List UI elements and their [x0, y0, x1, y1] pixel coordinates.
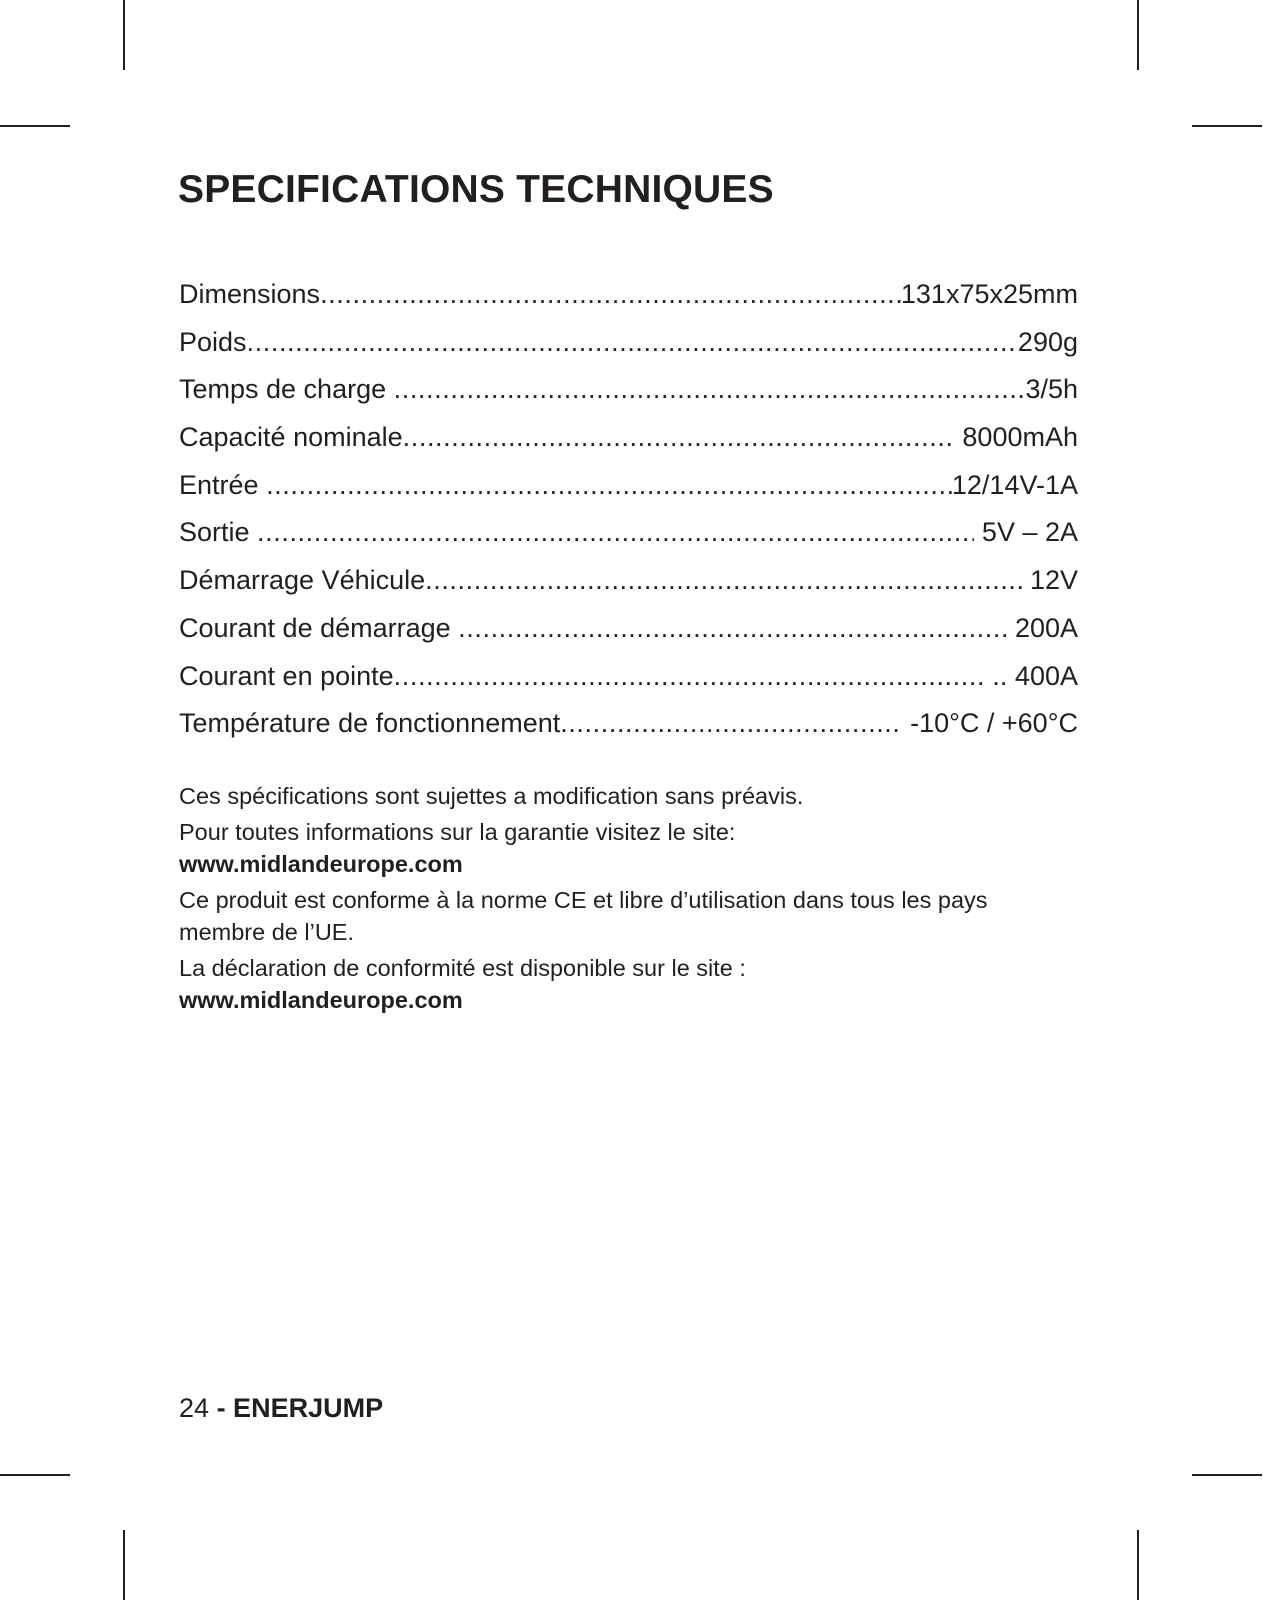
spec-label: Capacité nominale: [179, 422, 403, 453]
declaration-text: La déclaration de conformité est disponible sur le site :: [179, 955, 746, 981]
crop-mark: [1137, 0, 1139, 70]
notes-section: [179, 780, 1079, 1020]
spec-label: Sortie: [179, 517, 258, 548]
spec-label: Entrée: [179, 469, 267, 500]
warranty-text: Pour toutes informations sur la garantie visitez le site:: [179, 819, 736, 845]
spec-row: [179, 509, 1078, 557]
spec-value: .. 400A: [984, 660, 1078, 691]
spec-label: Courant de démarrage: [179, 612, 459, 643]
spec-label: Démarrage Véhicule: [179, 565, 426, 596]
declaration-url[interactable]: www.midlandeurope.com: [179, 987, 463, 1013]
dot-leader: [247, 319, 1018, 367]
dot-leader: [425, 557, 1022, 605]
modification-notice: Ces spécifications sont sujettes a modification sans préavis.: [179, 783, 804, 809]
spec-row: [179, 414, 1078, 462]
dot-leader: [394, 653, 985, 701]
declaration-notice: [179, 952, 1079, 1016]
dot-leader: [257, 509, 974, 557]
spec-row: [179, 462, 1078, 510]
warranty-url[interactable]: www.midlandeurope.com: [179, 851, 463, 877]
crop-mark: [1192, 1474, 1262, 1476]
spec-row: [179, 605, 1078, 653]
spec-value: 5V – 2A: [974, 517, 1078, 548]
spec-row: [179, 700, 1078, 748]
dot-leader: [458, 605, 1007, 653]
spec-label: Courant en pointe: [179, 660, 394, 691]
spec-row: [179, 271, 1078, 319]
spec-value: -10°C / +60°C: [902, 708, 1078, 739]
spec-list: [179, 271, 1078, 748]
spec-value: 290g: [1017, 326, 1078, 357]
ce-notice: Ce produit est conforme à la norme CE et libre d’utilisation dans tous les pays membre de l’UE.: [179, 887, 988, 945]
dot-leader: [320, 271, 901, 319]
spec-value: 200A: [1007, 612, 1078, 643]
spec-label: Dimensions: [179, 279, 321, 309]
crop-mark: [123, 1530, 125, 1600]
spec-row: [179, 557, 1078, 605]
dot-leader: [403, 414, 955, 462]
crop-mark: [0, 1474, 70, 1476]
crop-mark: [1192, 125, 1262, 127]
page-title: SPECIFICATIONS TECHNIQUES: [178, 168, 774, 211]
spec-value: 8000mAh: [954, 422, 1078, 453]
crop-mark: [0, 125, 70, 127]
dot-leader: [266, 462, 952, 510]
spec-value: 12/14V-1A: [951, 469, 1078, 500]
dot-leader: [560, 700, 902, 748]
spec-value: 3/5h: [1025, 374, 1078, 405]
crop-mark: [123, 0, 125, 70]
spec-label: Poids: [179, 326, 247, 357]
dot-leader: [394, 366, 1026, 414]
spec-value: 131x75x25mm: [900, 279, 1078, 309]
warranty-notice: [179, 816, 1079, 880]
page-number: 24: [179, 1393, 210, 1423]
spec-label: Temps de charge: [179, 374, 394, 405]
crop-mark: [1137, 1530, 1139, 1600]
spec-row: [179, 366, 1078, 414]
spec-row: [179, 653, 1078, 701]
page-footer: [179, 1393, 383, 1424]
product-name: - ENERJUMP: [216, 1393, 384, 1423]
spec-value: 12V: [1022, 565, 1078, 596]
spec-row: [179, 319, 1078, 367]
spec-label: Température de fonctionnement: [179, 708, 561, 739]
